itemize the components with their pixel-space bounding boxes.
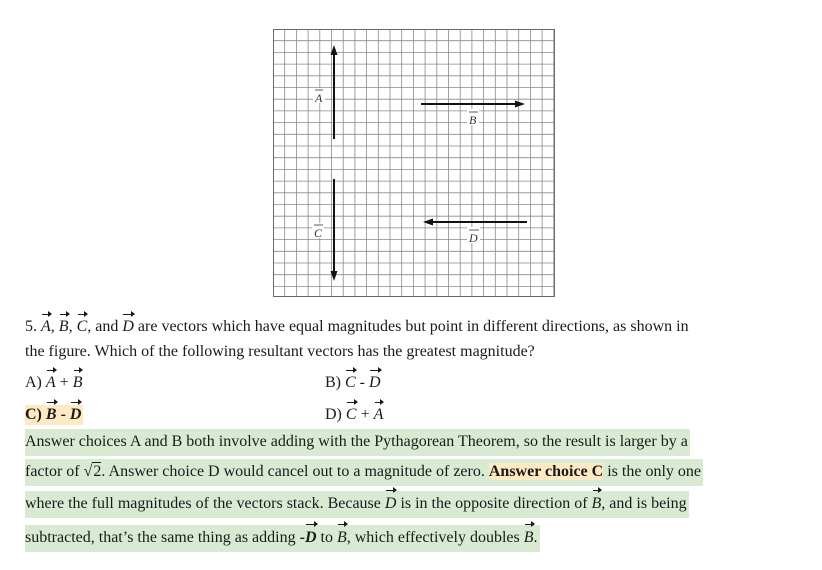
explanation-line-1: Answer choices A and B both involve adding with the Pythagorean Theorem, so the result is larger by a (25, 429, 690, 456)
choice-c-v2: D (69, 406, 82, 423)
sqrt-radicand: 2 (93, 463, 102, 480)
choice-b-op: - (359, 374, 365, 391)
choice-c-v1: B (45, 406, 57, 423)
question-line-1: 5. A, B, C, and D are vectors which have equal magnitudes but point in different directions, as shown in (25, 318, 689, 335)
choice-a-v1: A (45, 374, 56, 391)
expl-l4-vector-b2: B (524, 527, 534, 549)
vector-d-arrowhead (423, 219, 433, 226)
vector-d-symbol: D (122, 318, 134, 335)
choice-b-v2: D (369, 374, 381, 391)
expl-l2-mid: . Answer choice D would cancel out to a magnitude of zero. (101, 463, 485, 480)
choice-c-highlight (25, 405, 83, 425)
question-line-2: the figure. Which of the following resultant vectors has the greatest magnitude? (25, 343, 535, 360)
vector-a-label: A (315, 91, 323, 105)
question-and: and (95, 318, 119, 335)
explanation-line-3 (25, 491, 689, 518)
expl-l3-vector-d: D (385, 493, 397, 515)
expl-l4-to: to (320, 529, 333, 546)
vector-b-arrowhead (515, 101, 525, 108)
expl-l4-neg: - (299, 529, 305, 546)
choice-b-prefix: B) (325, 374, 341, 391)
choice-d-v1: C (345, 406, 357, 423)
choice-d-op: + (360, 406, 370, 423)
expl-l4-end: . (533, 529, 538, 546)
choice-a[interactable] (25, 373, 82, 393)
vector-a-label-group (313, 88, 325, 105)
explanation-line-4 (25, 525, 540, 552)
choice-c[interactable] (25, 405, 83, 425)
expl-l3-pre: where the full magnitudes of the vectors stack. Because (25, 495, 381, 512)
choice-b[interactable] (325, 373, 381, 393)
choice-d-prefix: D) (325, 406, 342, 423)
choice-b-v1: C (345, 374, 356, 391)
expl-l2-pre: factor of (25, 463, 80, 480)
expl-l4-vector-b: B (337, 527, 347, 549)
expl-l4-pre: subtracted, that’s the same thing as adding (25, 529, 296, 546)
choice-d[interactable] (325, 405, 383, 425)
vector-c-symbol: C (76, 318, 88, 335)
expl-l3-post: , and is being (601, 495, 687, 512)
vector-b-label-group (467, 109, 479, 127)
vector-b-symbol: B (58, 318, 69, 335)
vector-d-label: D (469, 231, 478, 245)
choice-d-v2: A (373, 406, 384, 423)
sqrt-symbol: √2 (83, 463, 102, 480)
choice-c-op: - (60, 406, 66, 423)
vector-a-symbol: A (41, 318, 51, 335)
vector-grid-figure (273, 29, 555, 297)
expl-l4-vector-d: D (305, 527, 317, 549)
question-number: 5. (25, 318, 37, 335)
grid-lines (273, 29, 555, 297)
vector-c-label-group (312, 223, 324, 240)
question-text-1: are vectors which have equal magnitudes but point in different directions, as shown in (137, 318, 689, 335)
answer-highlight: Answer choice C (488, 463, 604, 480)
expl-l4-mid: , which effectively doubles (346, 529, 520, 546)
expl-l2-post: is the only one (607, 463, 701, 480)
choice-c-prefix: C) (25, 406, 42, 423)
choice-a-v2: B (72, 374, 83, 391)
choice-a-prefix: A) (25, 374, 42, 391)
grid-border (274, 30, 555, 297)
expl-l3-vector-b: B (592, 493, 602, 515)
expl-l3-mid: is in the opposite direction of (400, 495, 588, 512)
vector-b-label: B (469, 113, 477, 127)
vector-d-label-group (467, 227, 480, 245)
vector-c-label: C (314, 226, 323, 240)
choice-a-op: + (59, 374, 69, 391)
explanation-line-2 (25, 459, 703, 486)
